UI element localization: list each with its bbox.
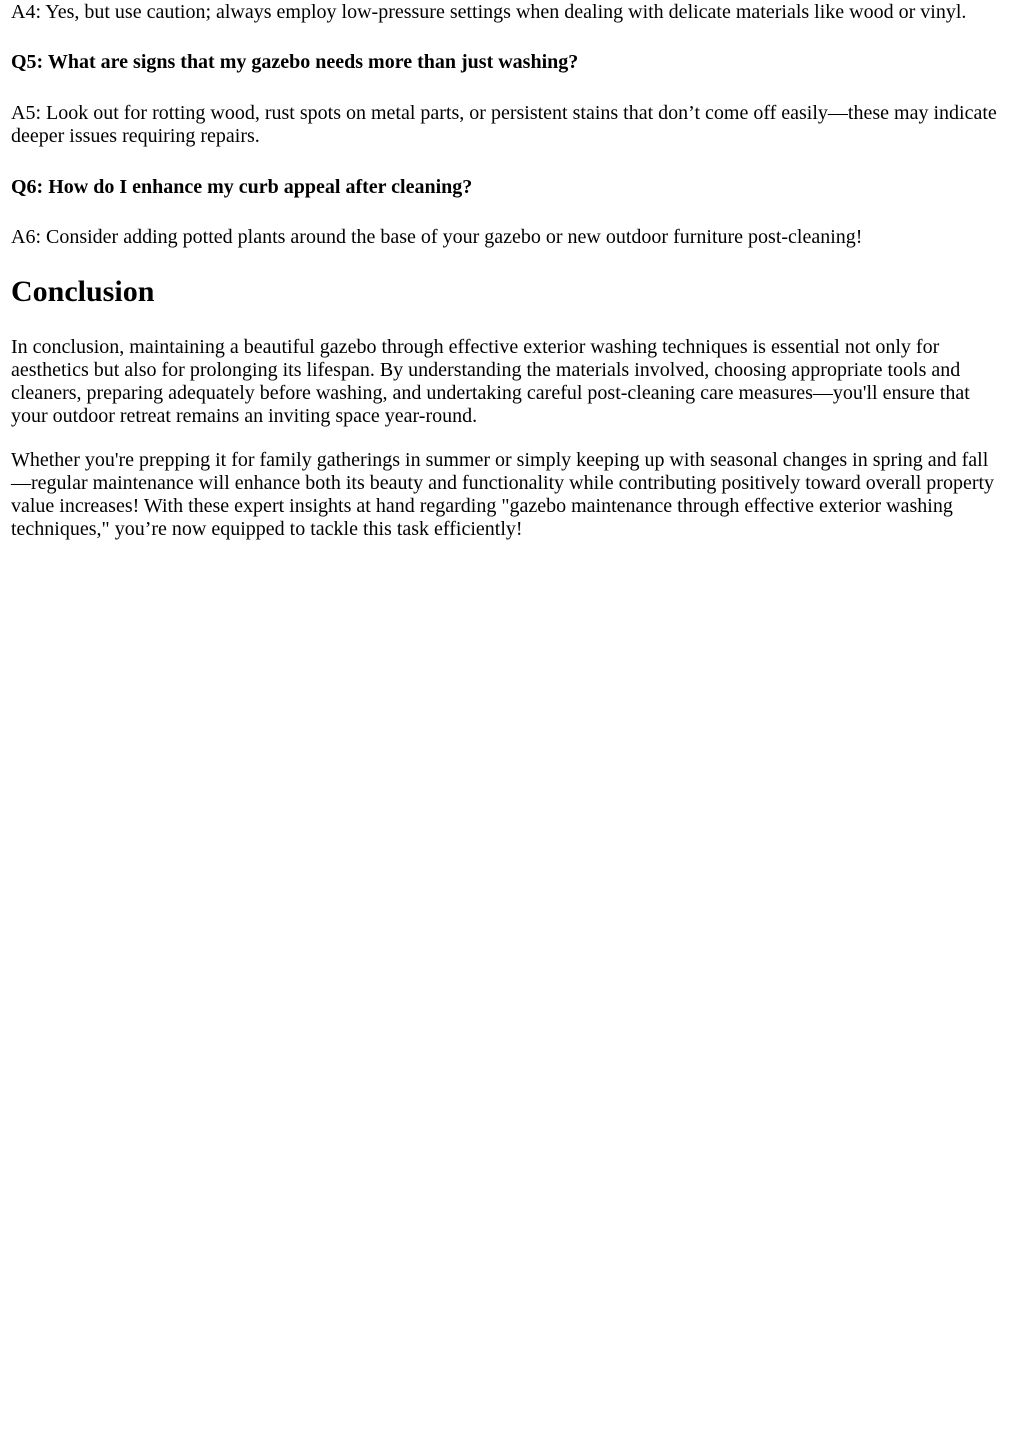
faq-answer-6: A6: Consider adding potted plants around the base of your gazebo or new outdoor furniture post-cleaning! <box>11 226 863 248</box>
conclusion-paragraph-1: In conclusion, maintaining a beautiful gazebo through effective exterior washing techniques is essential not only for aesthetics but also for prolonging its lifespan. By understanding the materials involved, choosing appropriate tools and cleaners, preparing adequately before washing, and undertaking careful post-cleaning care measures—you'll ensure that your outdoor retreat remains an inviting space year-round. <box>11 336 970 427</box>
faq-answer-4: A4: Yes, but use caution; always employ low-pressure settings when dealing with delicate materials like wood or vinyl. <box>11 1 967 23</box>
conclusion-paragraph-2: Whether you're prepping it for family gatherings in summer or simply keeping up with seasonal changes in spring and fall—regular maintenance will enhance both its beauty and functionality while contributing positively toward overall property value increases! With these expert insights at hand regarding "gazebo maintenance through effective exterior washing techniques," you’re now equipped to tackle this task efficiently! <box>11 449 995 540</box>
faq-question-6: Q6: How do I enhance my curb appeal after cleaning? <box>11 176 473 198</box>
conclusion-heading: Conclusion <box>11 275 155 308</box>
faq-question-5: Q5: What are signs that my gazebo needs more than just washing? <box>11 51 579 73</box>
faq-answer-5: A5: Look out for rotting wood, rust spots on metal parts, or persistent stains that don’t come off easily—these may indicate deeper issues requiring repairs. <box>11 102 997 147</box>
